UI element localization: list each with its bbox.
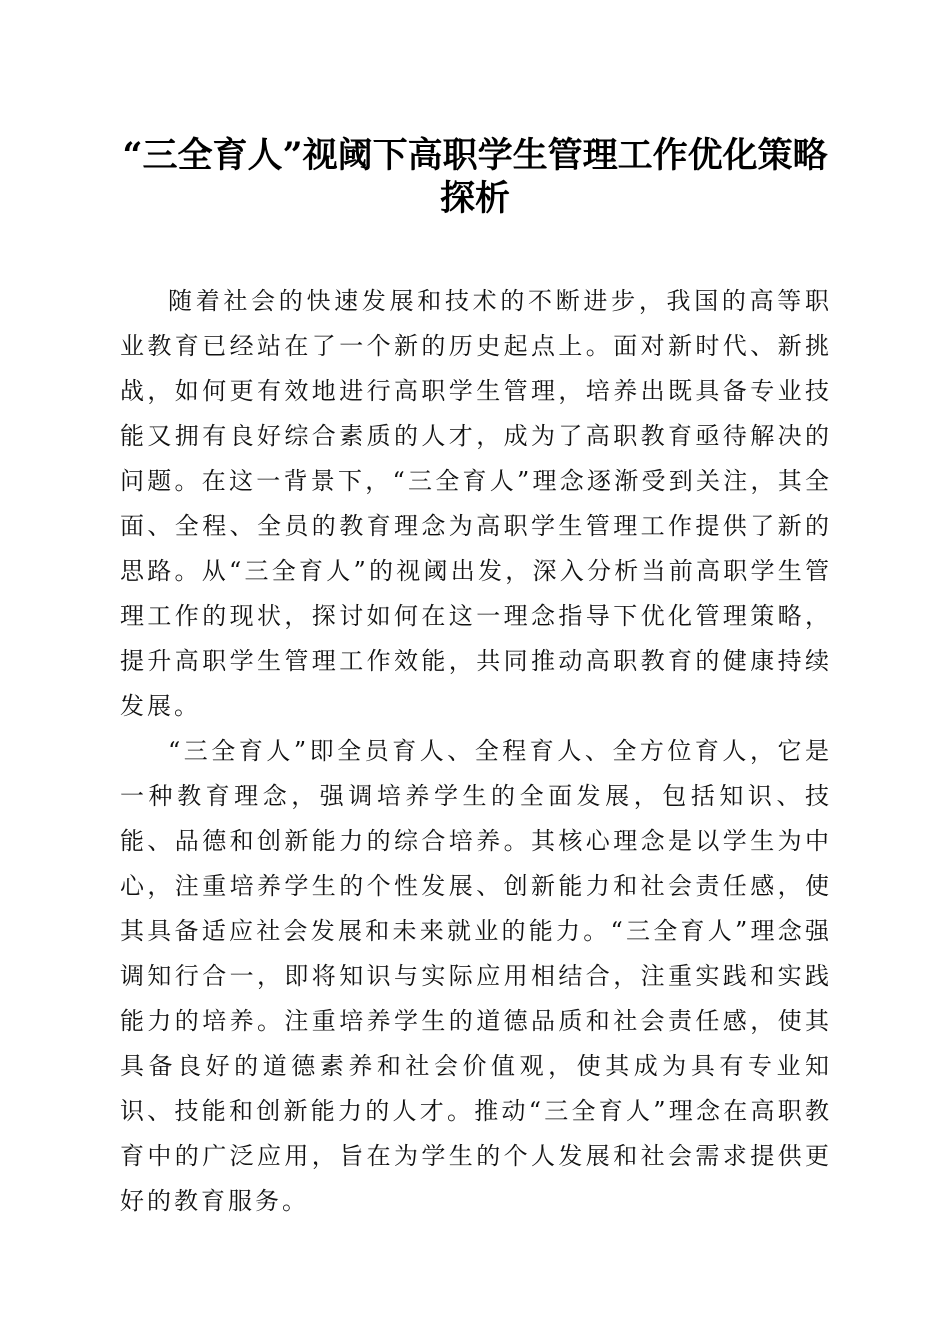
document-body <box>120 279 832 1224</box>
document-title: “三全育人”视阈下高职学生管理工作优化策略探析 <box>122 135 828 219</box>
paragraph-2: “三全育人”即全员育人、全程育人、全方位育人，它是一种教育理念，强调培养学生的全面发展，包括知识、技能、品德和创新能力的综合培养。其核心理念是以学生为中心，注重培养学生的个性发展、创新能力和社会责任感，使其具备适应社会发展和未来就业的能力。“三全育人”理念强调知行合一，即将知识与实际应用相结合，注重实践和实践能力的培养。注重培养学生的道德品质和社会责任感，使其具备良好的道德素养和社会价值观，使其成为具有专业知识、技能和创新能力的人才。推动“三全育人”理念在高职教育中的广泛应用，旨在为学生的个人发展和社会需求提供更好的教育服务。 <box>120 737 832 1215</box>
paragraph-1: 随着社会的快速发展和技术的不断进步，我国的高等职业教育已经站在了一个新的历史起点上。面对新时代、新挑战，如何更有效地进行高职学生管理，培养出既具备专业技能又拥有良好综合素质的人才，成为了高职教育亟待解决的问题。在这一背景下，“三全育人”理念逐渐受到关注，其全面、全程、全员的教育理念为高职学生管理工作提供了新的思路。从“三全育人”的视阈出发，深入分析当前高职学生管理工作的现状，探讨如何在这一理念指导下优化管理策略，提升高职学生管理工作效能，共同推动高职教育的健康持续发展。 <box>120 287 832 720</box>
